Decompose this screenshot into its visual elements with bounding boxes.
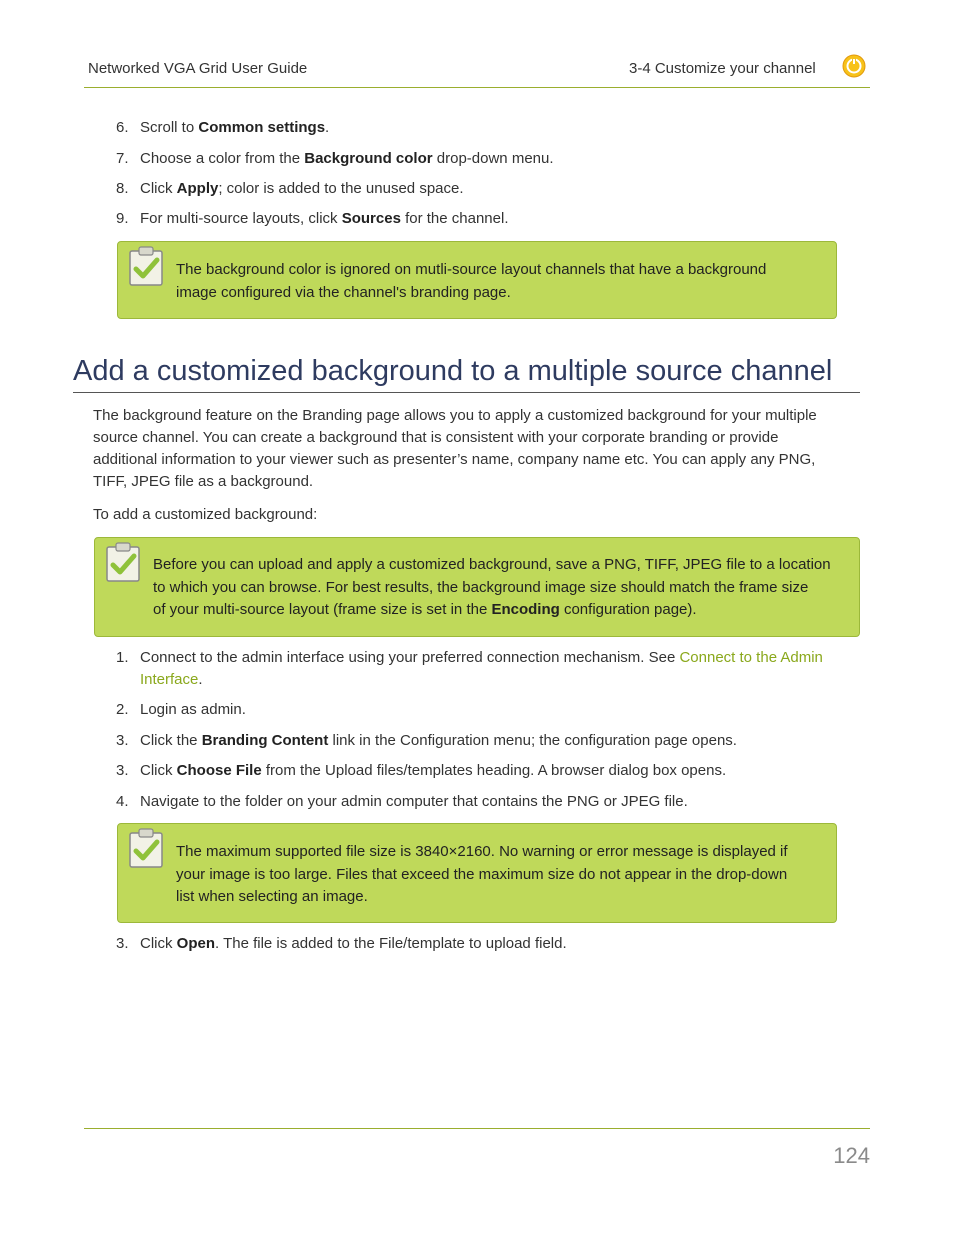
footer-rule (84, 1128, 870, 1129)
clipboard-check-icon (128, 245, 164, 287)
connect-admin-link[interactable]: Connect to the Admin (679, 649, 823, 666)
page-number: 124 (833, 1143, 870, 1168)
list-item: 3. Click Open. The file is added to the File/template to upload field. (116, 935, 567, 952)
connect-admin-link[interactable]: Interface (140, 671, 199, 688)
power-circle-icon (842, 54, 866, 78)
note-box: Before you can upload and apply a customized background, save a PNG, TIFF, JPEG file to a location to which you can browse. For best results, the background image size should match the frame size of your multi-source layout (frame size is set in the Encoding configuration page). (94, 537, 860, 637)
list-item: 3. Click Choose File from the Upload files/templates heading. A browser dialog box opens. (116, 762, 727, 779)
clipboard-check-icon (128, 827, 164, 869)
list-item: 8. Click Apply; color is added to the unused space. (116, 180, 464, 197)
note-box: The background color is ignored on mutli-source layout channels that have a background image configured via the channel's branding page. (117, 241, 837, 319)
list-item: 7. Choose a color from the Background color drop-down menu. (116, 150, 554, 167)
intro-paragraph: The background feature on the Branding page allows you to apply a customized background for your multiple source channel. You can create a background that is consistent with your corporate branding or provide additional information to your viewer such as presenter’s name, company name etc. You can apply any PNG, TIFF, JPEG file as a background. (93, 407, 817, 490)
list-item: 1. Connect to the admin interface using your preferred connection mechanism. See Connect to the Admin Interface. (116, 649, 823, 688)
list-item: 6. Scroll to Common settings. (116, 119, 330, 136)
list-item: 3. Click the Branding Content link in the Configuration menu; the configuration page opens. (116, 732, 737, 749)
clipboard-check-icon (105, 541, 141, 583)
list-item: 9. For multi-source layouts, click Sources for the channel. (116, 210, 509, 227)
note-box: The maximum supported file size is 3840×2160. No warning or error message is displayed if your image is too large. Files that exceed the maximum size do not appear in the drop-down list when selecting an image. (117, 823, 837, 923)
list-item: 4. Navigate to the folder on your admin computer that contains the PNG or JPEG file. (116, 793, 688, 810)
heading-rule (73, 392, 860, 393)
list-item: 2. Login as admin. (116, 701, 246, 718)
section-title: 3-4 Customize your channel (629, 60, 816, 77)
header-rule (84, 87, 870, 88)
guide-title: Networked VGA Grid User Guide (88, 60, 308, 77)
section-heading: Add a customized background to a multiple source channel (73, 355, 833, 387)
lead-in-text: To add a customized background: (93, 506, 318, 523)
